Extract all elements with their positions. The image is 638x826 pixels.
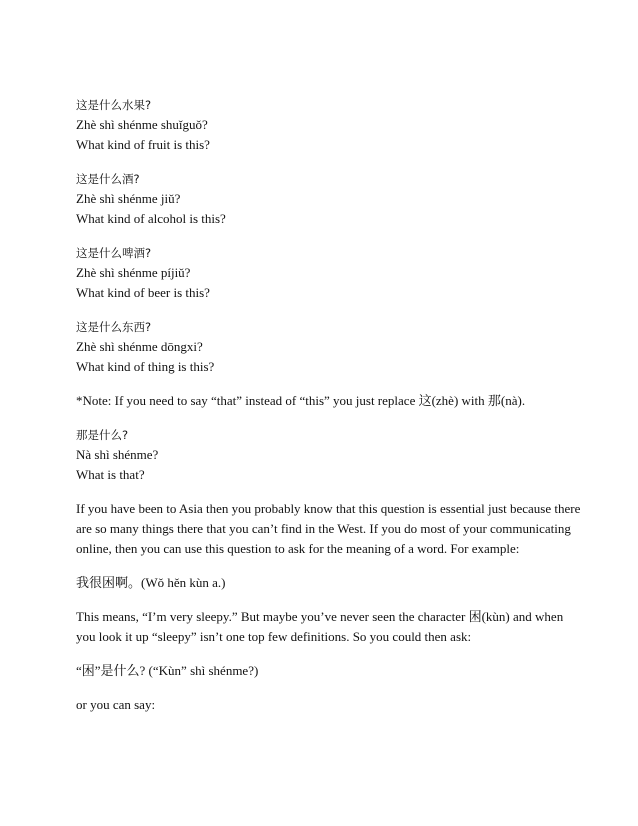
pinyin-line: Zhè shì shénme shuǐguǒ? xyxy=(76,117,208,132)
english-translation: What kind of thing is this? xyxy=(76,359,215,374)
chinese-question: 这是什么东西? xyxy=(76,320,152,334)
example-text: “困”是什么? (“Kùn” shì shénme?) xyxy=(76,663,259,678)
paragraph-line: If you have been to Asia then you probably know that this question is essential just because there xyxy=(76,501,581,516)
phrase-block-beer xyxy=(76,243,576,303)
note-block xyxy=(76,391,576,411)
paragraph-line: you look it up “sleepy” isn’t one top few definitions. So you could then ask: xyxy=(76,629,472,644)
chinese-question: 那是什么? xyxy=(76,428,129,442)
english-translation: What kind of fruit is this? xyxy=(76,137,210,152)
document-body xyxy=(76,95,581,729)
chinese-question: 这是什么啤酒? xyxy=(76,246,152,260)
explanation-paragraph xyxy=(76,499,581,559)
paragraph-line: This means, “I’m very sleepy.” But maybe you’ve never seen the character 困(kùn) and when xyxy=(76,609,564,624)
english-translation: What kind of beer is this? xyxy=(76,285,210,300)
note-text: *Note: If you need to say “that” instead of “this” you just replace 这(zhè) with 那(nà). xyxy=(76,393,526,408)
meaning-paragraph xyxy=(76,607,576,647)
phrase-block-thing xyxy=(76,317,576,377)
english-translation: What kind of alcohol is this? xyxy=(76,211,226,226)
phrase-block-fruit xyxy=(76,95,576,155)
paragraph-line: online, then you can use this question to ask for the meaning of a word. For example: xyxy=(76,541,520,556)
chinese-question: 这是什么酒? xyxy=(76,172,140,186)
example-text: 我很困啊。(Wǒ hěn kùn a.) xyxy=(76,575,226,590)
english-translation: What is that? xyxy=(76,467,145,482)
chinese-question: 这是什么水果? xyxy=(76,98,152,112)
pinyin-line: Zhè shì shénme píjiǔ? xyxy=(76,265,191,280)
example-sentence xyxy=(76,573,576,593)
pinyin-line: Zhè shì shénme dōngxi? xyxy=(76,339,203,354)
pinyin-line: Nà shì shénme? xyxy=(76,447,159,462)
paragraph-line: are so many things there that you can’t find in the West. If you do most of your communicating xyxy=(76,521,571,536)
phrase-block-that xyxy=(76,425,576,485)
closing-line xyxy=(76,695,576,715)
pinyin-line: Zhè shì shénme jiǔ? xyxy=(76,191,181,206)
closing-text: or you can say: xyxy=(76,697,156,712)
example-question xyxy=(76,661,576,681)
phrase-block-alcohol xyxy=(76,169,576,229)
